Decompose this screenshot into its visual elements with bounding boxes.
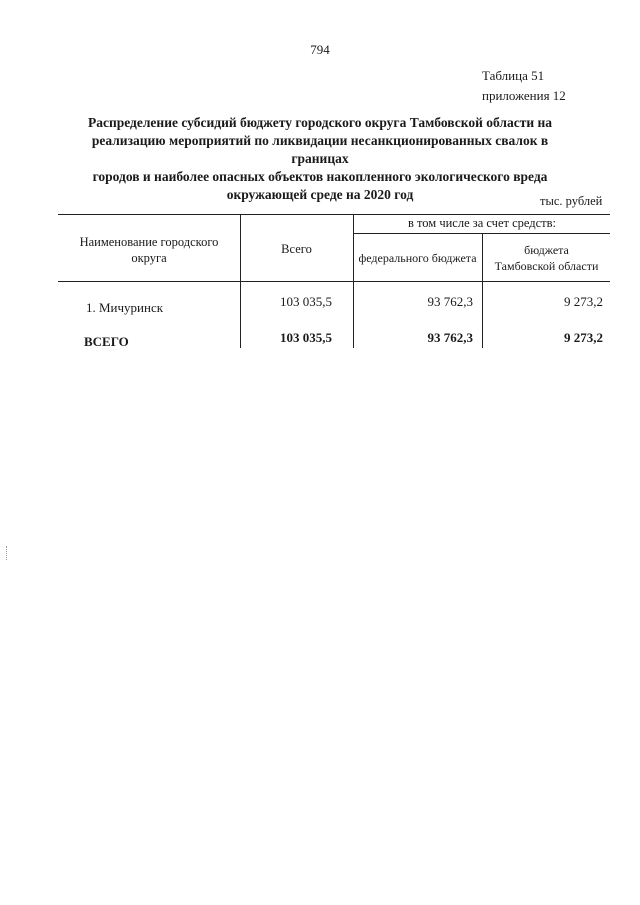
header-regional (483, 242, 610, 274)
totals-federal: 93 762,3 (427, 330, 473, 345)
header-regional-line-2: Тамбовской области (494, 259, 599, 273)
table-ref-line-2: приложения 12 (482, 88, 566, 103)
scan-edge-mark (6, 546, 9, 560)
totals-total: 103 035,5 (280, 330, 332, 345)
column-divider-2 (353, 214, 354, 348)
column-divider-1 (240, 214, 241, 348)
table-reference (482, 66, 566, 106)
row-federal: 93 762,3 (427, 294, 473, 309)
totals-regional: 9 273,2 (564, 330, 603, 345)
title-line-4: окружающей среде на 2020 год (226, 187, 414, 202)
table-ref-line-1: Таблица 51 (482, 68, 545, 83)
title-line-3: городов и наиболее опасных объектов накопленного экологического вреда (92, 169, 548, 184)
header-bottom-rule (58, 281, 610, 282)
header-including: в том числе за счет средств: (407, 216, 557, 230)
header-name-line-1: Наименование городского (79, 235, 219, 249)
units-label: тыс. рублей (540, 194, 603, 208)
header-name (58, 234, 240, 266)
row-total: 103 035,5 (280, 294, 332, 309)
subsidy-table (58, 210, 610, 350)
header-federal: федерального бюджета (358, 251, 477, 265)
document-title (70, 114, 570, 204)
title-line-1: Распределение субсидий бюджету городского округа Тамбовской области на (87, 115, 553, 130)
row-regional: 9 273,2 (564, 294, 603, 309)
totals-name: ВСЕГО (84, 334, 129, 349)
page-number: 794 (310, 42, 330, 57)
title-line-2: реализацию мероприятий по ликвидации несанкционированных свалок в границах (91, 133, 549, 166)
header-total: Всего (281, 242, 312, 256)
header-name-line-2: округа (131, 251, 167, 265)
header-regional-line-1: бюджета (524, 243, 569, 257)
row-name: 1. Мичуринск (86, 300, 164, 315)
